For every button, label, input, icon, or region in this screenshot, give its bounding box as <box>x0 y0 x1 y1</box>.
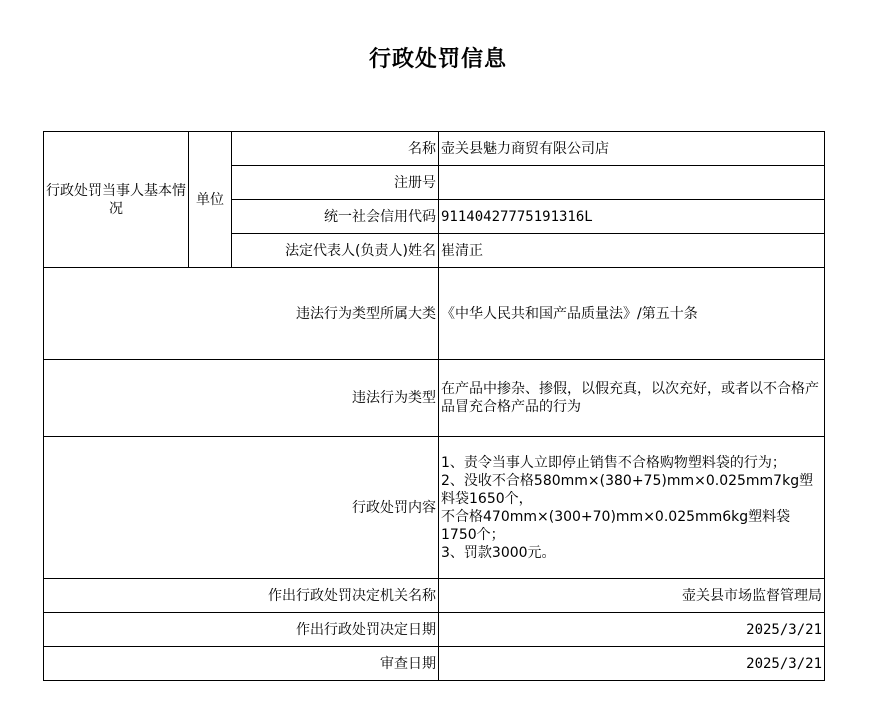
row-violation-type <box>44 360 825 437</box>
penalty-info-table <box>43 131 825 681</box>
row-name <box>44 132 825 166</box>
penalty-line: 3、罚款3000元。 <box>441 544 556 561</box>
authority-value: 壶关县市场监督管理局 <box>439 579 825 613</box>
name-value: 壶关县魅力商贸有限公司店 <box>439 132 825 166</box>
violation-type-label: 违法行为类型 <box>44 360 439 437</box>
row-review-date <box>44 647 825 681</box>
page-title: 行政处罚信息 <box>368 47 507 72</box>
party-type-label: 单位 <box>189 132 232 268</box>
decision-date-value: 2025/3/21 <box>439 613 825 647</box>
name-label: 名称 <box>232 132 439 166</box>
violation-category-label: 违法行为类型所属大类 <box>44 268 439 360</box>
party-section-label: 行政处罚当事人基本情况 <box>44 132 189 268</box>
decision-date-label: 作出行政处罚决定日期 <box>44 613 439 647</box>
representative-value: 崔清正 <box>439 234 825 268</box>
violation-category-value: 《中华人民共和国产品质量法》/第五十条 <box>439 268 825 360</box>
row-decision-date <box>44 613 825 647</box>
penalty-line: 不合格470mm×(300+70)mm×0.025mm6kg塑料袋1750个； <box>441 508 791 543</box>
penalty-content-label: 行政处罚内容 <box>44 437 439 579</box>
authority-label: 作出行政处罚决定机关名称 <box>44 579 439 613</box>
registration-label: 注册号 <box>232 166 439 200</box>
row-authority <box>44 579 825 613</box>
credit-code-value: 91140427775191316L <box>439 200 825 234</box>
credit-code-label: 统一社会信用代码 <box>232 200 439 234</box>
registration-value <box>439 166 825 200</box>
representative-label: 法定代表人(负责人)姓名 <box>232 234 439 268</box>
row-violation-category <box>44 268 825 360</box>
penalty-line: 2、没收不合格580mm×(380+75)mm×0.025mm7kg塑料袋1650个， <box>441 472 814 507</box>
penalty-line: 1、责令当事人立即停止销售不合格购物塑料袋的行为； <box>441 454 786 471</box>
penalty-content-value <box>439 437 825 579</box>
row-penalty-content <box>44 437 825 579</box>
review-date-label: 审查日期 <box>44 647 439 681</box>
violation-type-value: 在产品中掺杂、掺假，以假充真，以次充好，或者以不合格产品冒充合格产品的行为 <box>439 360 825 437</box>
review-date-value: 2025/3/21 <box>439 647 825 681</box>
